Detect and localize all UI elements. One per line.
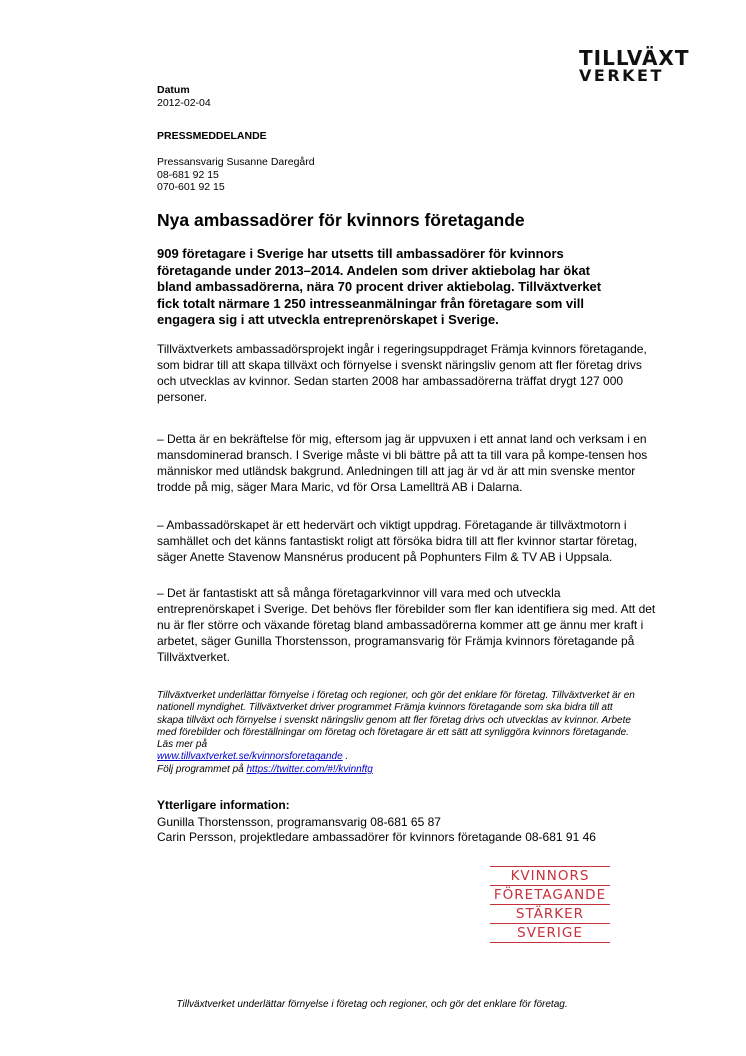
headline: Nya ambassadörer för kvinnors företagande: [157, 210, 525, 230]
logo-line-2: VERKET: [579, 66, 664, 85]
body-paragraph-4: – Det är fantastiskt att så många företagarkvinnor vill vara med och utveckla entreprenörskapet i Sverige. Det behövs fler förebilder som fler kan identifiera sig med. Att det nu är fler större och växande företag bland ambassadörerna kommer att ge ännu mer kraft i arbetet, säger Gunilla Thorstensson, programansvarig för Främja kvinnors företagande på Tillväxtverket.: [157, 586, 656, 664]
badge-rule: [490, 942, 610, 943]
date-value: 2012-02-04: [157, 97, 211, 109]
badge-line-2: FÖRETAGANDE: [493, 887, 607, 903]
tillvaxtverket-logo: [579, 46, 691, 88]
footer-text: Tillväxtverket underlättar förnyelse i företag och regioner, och gör det enklare för företag.: [176, 999, 568, 1010]
badge-line-4: SVERIGE: [517, 925, 583, 941]
more-info-contacts: [157, 815, 596, 845]
badge-line-1: KVINNORS: [510, 868, 590, 884]
press-contact-phone-1: 08-681 92 15: [157, 168, 219, 181]
about-section: [157, 690, 637, 776]
program-website-link[interactable]: www.tillvaxtverket.se/kvinnorsforetagande: [157, 751, 343, 763]
about-text: Tillväxtverket underlättar förnyelse i företag och regioner, och gör det enklare för företag. Tillväxtverket är en nationell myndighet. Tillväxtverket driver programmet Främja kvinnors företagande som ska bidra till att skapa tillväxt och förnyelse i svenskt näringsliv genom att fler företag drivs och utvecklas av kvinnor. Arbete med förebilder och föreställningar om företag och företagare är ett sätt att synliggöra kvinnors företagande. Läs mer på: [157, 690, 635, 751]
twitter-link[interactable]: https://twitter.com/#!/kvinnftg: [246, 763, 373, 775]
logo-line-1: TILLVÄXT: [579, 46, 690, 70]
press-contact: [157, 156, 315, 194]
lead-paragraph: 909 företagare i Sverige har utsetts till ambassadörer för kvinnors företagande under 2013–2014. Andelen som driver aktiebolag har ökat bland ambassadörerna, nära 70 procent driver aktiebolag. Tillväxtverket fick totalt närmare 1 250 intresseanmälningar från företagare som vill engagera sig i att utveckla entreprenörskapet i Sverige.: [157, 246, 602, 327]
page-footer: [0, 999, 746, 1010]
body-paragraph-3: – Ambassadörskapet är ett hedervärt och viktigt uppdrag. Företagande är tillväxtmotorn i samhället och det känns fantastiskt roligt att försöka bidra till att fler kvinnor startar företag, säger Anette Stavenow Mansnérus producent på Pophunters Film & TV AB i Uppsala.: [157, 518, 638, 564]
more-info-title: Ytterligare information:: [157, 798, 290, 812]
press-contact-phone-2: 070-601 92 15: [157, 181, 225, 193]
program-link-suffix: .: [342, 751, 349, 763]
badge-line-3: STÄRKER: [515, 906, 585, 922]
body-paragraph-2: – Detta är en bekräftelse för mig, eftersom jag är uppvuxen i ett annat land och verksam i en mansdominerad bransch. I Sverige måste vi bli bättre på att ta till vara på kompe-tensen hos människor med utländsk bakgrund. Anledningen till att jag är vd är att min svenske mentor trodde på mig, säger Mara Maric, vd för Orsa Lamellträ AB i Dalarna.: [157, 432, 648, 494]
kvinnors-foretagande-badge: [490, 866, 610, 943]
press-contact-person: Pressansvarig Susanne Daregård: [157, 156, 315, 168]
more-info-contact-2: Carin Persson, projektledare ambassadörer för kvinnors företagande 08-681 91 46: [157, 830, 596, 844]
more-info-contact-1: Gunilla Thorstensson, programansvarig 08-681 65 87: [157, 815, 441, 829]
date-label: Datum: [157, 84, 190, 96]
document-type: PRESSMEDDELANDE: [157, 130, 267, 142]
follow-program-text: Följ programmet på: [157, 763, 247, 775]
body-paragraph-1: Tillväxtverkets ambassadörsprojekt ingår i regeringsuppdraget Främja kvinnors företagande, som bidrar till att skapa tillväxt och förnyelse i svenskt näringsliv genom att fler företag drivs och utvecklas av kvinnor. Sedan starten 2008 har ambassadörerna träffat drygt 127 000 personer.: [157, 342, 647, 404]
